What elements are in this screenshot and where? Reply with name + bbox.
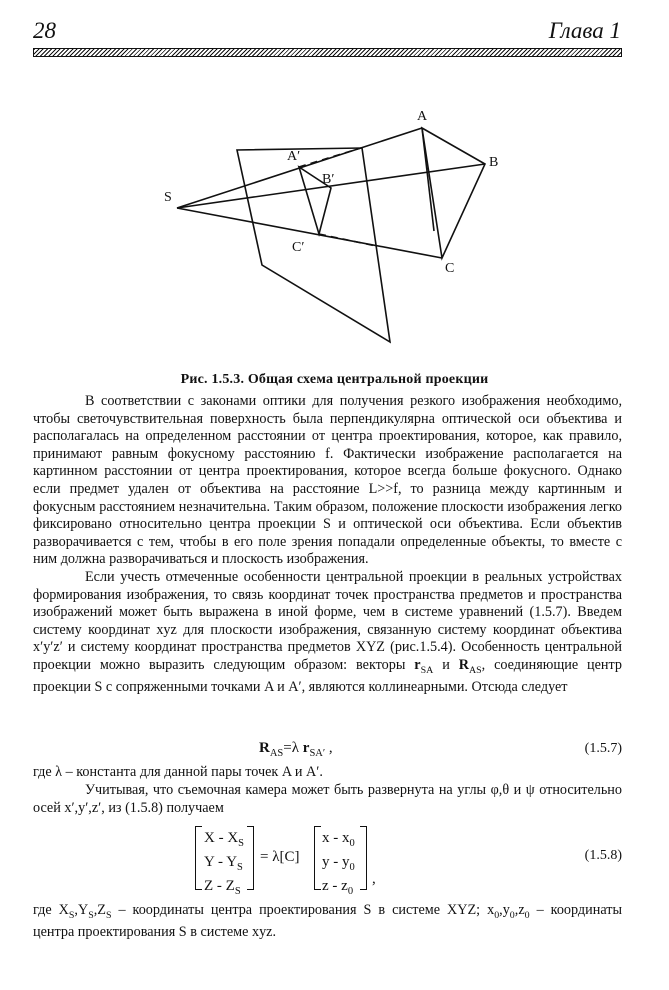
header-rule [33, 48, 622, 57]
right-matrix-bracket-open [314, 826, 321, 890]
figure-caption: Рис. 1.5.3. Общая схема центральной проекции [180, 372, 489, 387]
lambda-c: = λ[C] [260, 849, 300, 865]
matrix-row-subscript: 0 [349, 838, 355, 849]
paragraph-4: Учитывая, что съемочная камера может быть развернута на углы φ,θ и ψ относительно осей x′,y′,z′, из (1.5.8) получаем [33, 782, 622, 816]
ray-s-c [177, 208, 442, 258]
chapter-title: Глава 1 [548, 18, 621, 43]
object-triangle [422, 128, 485, 258]
matrix-row [204, 853, 244, 877]
left-column-vector [204, 829, 244, 901]
left-matrix-bracket-close [247, 826, 254, 890]
label-b-prime: B′ [322, 172, 335, 187]
matrix-row-subscript: 0 [347, 886, 354, 897]
paragraph-5: где $X_S,Y_S,Z_S$ – координаты центра проектирования S в системе XYZ; $x_0,y_0,z_0$ – координаты центра проектирования S в системе xyz. [33, 902, 622, 941]
matrix-row [204, 829, 244, 853]
matrix-row-text: z - z [322, 878, 348, 894]
equation-number-1-5-8: (1.5.8) [584, 848, 622, 863]
label-c: C [445, 261, 455, 276]
matrix-row-subscript: 0 [349, 862, 355, 873]
body-text-middle [33, 782, 622, 817]
right-column-vector [322, 829, 355, 901]
equation-1-5-7: $R_{AS}=\lambda$ $r_{SA'}$ , (1.5.7) [259, 740, 622, 759]
matrix-row-subscript: S [237, 862, 243, 873]
label-b: B [489, 155, 499, 170]
paragraph-2: Если учесть отмеченные особенности центральной проекции в реальных устройствах формирования изображения, то связь координат точек пространства предметов и пространства изображений может быть выражена в иной форме, чем в системе уравнений (1.5.7). Введем систему координат xyz для плоскости изображения, связанную систему координат объектива x′y′z′ и систему координат пространства предметов XYZ (рис.1.5.4). Особенность центральной проекции можно выразить следующим образом: векторы $r_{SA}$ и $R_{AS}$, соединяющие центр проекции S с сопряженными точками A и A′, являются коллинеарными. Отсюда следует [33, 568, 622, 696]
matrix-row-text: x - x [322, 830, 350, 846]
label-a: A [417, 109, 428, 124]
equation-number-1-5-7: (1.5.7) [584, 741, 622, 756]
matrix-row-text: Z - Z [204, 878, 235, 894]
matrix-row-text: X - X [204, 830, 239, 846]
label-a-prime: A′ [287, 149, 301, 164]
left-matrix-bracket-open [195, 826, 202, 890]
matrix-row-subscript: S [238, 838, 245, 849]
body-text-top [33, 393, 622, 697]
matrix-row [322, 877, 355, 901]
matrix-row-subscript: S [234, 886, 241, 897]
page-number: 28 [33, 18, 56, 43]
right-matrix-bracket-close [360, 826, 367, 890]
central-projection-figure [150, 100, 510, 370]
label-s: S [164, 190, 172, 205]
matrix-row [322, 829, 355, 853]
matrix-row-text: y - y [322, 854, 350, 870]
matrix-row-text: Y - Y [204, 854, 238, 870]
matrix-row [322, 853, 355, 877]
matrix-row [204, 877, 244, 901]
label-c-prime: C′ [292, 240, 305, 255]
object-median [422, 128, 434, 231]
paragraph-3: где λ – константа для данной пары точек A и A′. [33, 764, 323, 780]
paragraph-1: В соответствии с законами оптики для получения резкого изображения необходимо, чтобы светочувствительная поверхность была перпендикулярна оптической оси объектива и располагалась на определенном расстоянии от центра проектирования, которое, как правило, принимают равным фокусному расстоянию f. Фактически изображение располагается на картинном расстоянии от центра проектирования, которое всегда больше фокусного. Однако если предмет удален от объектива на расстояние L>>f, то разница между картинным и фокусным расстоянием незначительна. Таким образом, положение плоскости изображения легко фиксировано относительно центра проекции S и оптической оси объектива. Если объектив разворачивается с тем, чтобы в его поле зрения попадали определенные объекты, то вместе с ним должна разворачиваться и плоскость изображения. [33, 393, 622, 568]
equation-1-5-8 [33, 824, 622, 897]
equation-comma: , [372, 871, 376, 887]
